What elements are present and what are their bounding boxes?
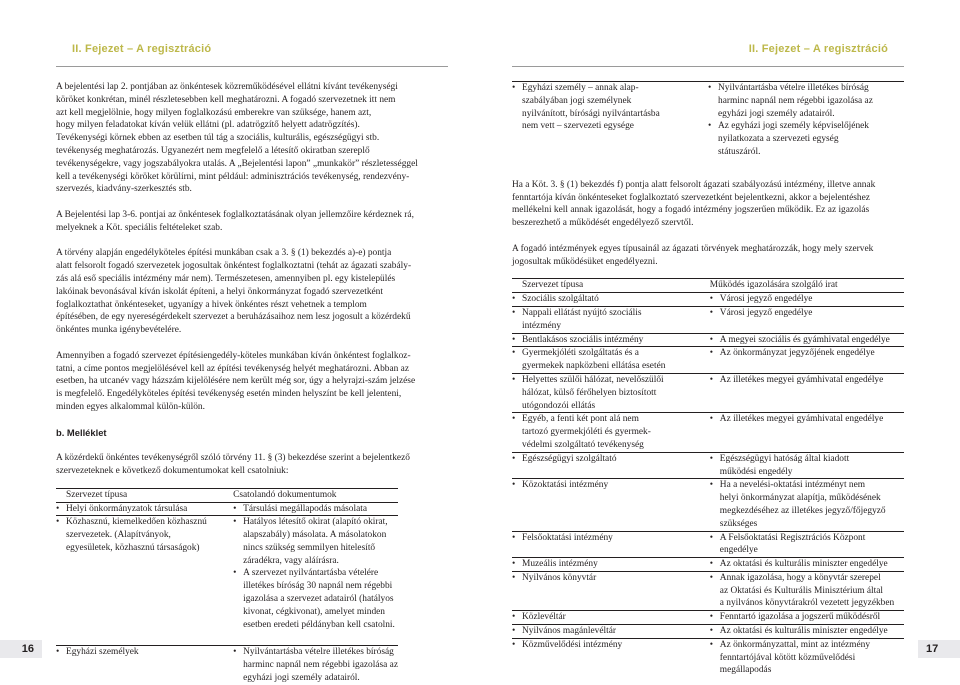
table-cell bbox=[56, 646, 233, 685]
cell-line: nyilatkozata a szervezeti egység bbox=[718, 134, 839, 145]
cell-line: esetben eredeti példányban kell csatolni. bbox=[243, 619, 395, 630]
cell-text bbox=[512, 293, 710, 306]
text-line: zás alá eső speciális intézmény már nem). Természetesen, amennyiben pl. egy kistelepülés bbox=[56, 273, 396, 284]
text-line: A közérdekű önkéntes tevékenységről szóló törvény 11. § (3) bekezdése szerint a bejelentkező bbox=[56, 453, 410, 464]
table-row bbox=[512, 333, 904, 347]
right-page-column bbox=[512, 81, 904, 677]
cell-line: • Nyilvántartásba vételre illetékes bíróság bbox=[718, 83, 869, 93]
page-number-left: 16 bbox=[0, 640, 42, 658]
table-cell bbox=[512, 531, 710, 558]
table-row bbox=[512, 413, 904, 452]
column-header: Szervezet típusa bbox=[56, 488, 233, 502]
cell-line: • Az oktatási és kulturális miniszter engedélye bbox=[719, 626, 888, 637]
cell-line: • A szervezet nyilvántartásba vételére bbox=[243, 568, 379, 579]
cell-text bbox=[710, 347, 904, 360]
cell-line: • Egyéb, a fenti két pont alá nem bbox=[522, 414, 639, 425]
cell-line: • Városi jegyző engedélye bbox=[719, 307, 813, 318]
cell-text bbox=[512, 611, 710, 624]
text-line: szervezeteknek e következő dokumentumokat kell csatolniuk: bbox=[56, 465, 289, 476]
text-line: A törvény alapján engedélyköteles építési munkában csak a 3. § (1) bekezdés a)-e) pontja bbox=[56, 248, 392, 259]
text-line: is megfelelő. Engedélyköteles építési tevékenység esetén minden helyszínt be kell jelenteni, bbox=[56, 389, 402, 400]
table-cell bbox=[56, 502, 233, 516]
cell-line: intézmény bbox=[522, 320, 562, 331]
cell-text bbox=[710, 532, 904, 558]
table-row bbox=[512, 638, 904, 677]
text-line: lakóinak bevonásával kíván iskolát építeni, a helyi önkormányzat fogadó szervezetként bbox=[56, 286, 383, 297]
table-cell bbox=[710, 558, 904, 572]
table-cell bbox=[710, 531, 904, 558]
paragraph-sector-institutions bbox=[512, 179, 904, 230]
cell-text bbox=[710, 625, 904, 638]
cell-text bbox=[512, 374, 710, 412]
cell-line: • Társulási megállapodás másolata bbox=[243, 503, 368, 514]
table-cell bbox=[512, 413, 710, 452]
document-item bbox=[233, 567, 398, 631]
cell-line: • Közművelődési intézmény bbox=[522, 639, 623, 650]
cell-line: • A Felsőoktatási Regisztrációs Központ bbox=[719, 532, 866, 543]
cell-line: záradékra, vagy aláírásra. bbox=[243, 555, 339, 566]
cell-line: fenntartójával kötött közművelődési bbox=[719, 652, 856, 663]
table-row bbox=[512, 293, 904, 307]
text-line: melyeknek a Köt. speciális feltételeket szab. bbox=[56, 222, 223, 233]
table-row bbox=[56, 646, 398, 685]
text-line: minden egyes alkalommal külön-külön. bbox=[56, 401, 205, 412]
cell-line: • Az illetékes megyei gyámhivatal engedélye bbox=[719, 414, 884, 425]
table-cell bbox=[710, 571, 904, 610]
column-header: Szervezet típusa bbox=[512, 279, 710, 293]
cell-line: az Oktatási és Kulturális Minisztérium által bbox=[719, 585, 884, 596]
cell-line: szervezetek. (Alapítványok, bbox=[66, 530, 171, 541]
text-line: tevékenység meghatározás. Ugyanezért nem megfelelő a létesítő okiratban szereplő bbox=[56, 145, 370, 156]
table-cell bbox=[512, 306, 710, 333]
cell-text bbox=[710, 639, 904, 677]
text-line: tatni, a címe pontos megjelölésével kell az építési tevékenység helyét meghatározni. Abban az bbox=[56, 363, 409, 374]
document-item bbox=[233, 646, 398, 684]
cell-line: egyházi jogi személy adatairól. bbox=[243, 673, 360, 684]
table-cell bbox=[710, 479, 904, 531]
cell-line: • Fenntartó igazolása a jogszerű működésről bbox=[719, 612, 881, 623]
header-rule-right bbox=[512, 66, 904, 67]
cell-line: • Gyermekjóléti szolgáltatás és a bbox=[522, 348, 639, 359]
text-line: azt kell megjelölnie, hogy milyen foglalkozású emberekre van szüksége, hanem azt, bbox=[56, 107, 372, 118]
cell-text bbox=[512, 453, 710, 466]
table-cell bbox=[710, 333, 904, 347]
table-cell bbox=[512, 479, 710, 531]
text-line: alatt felsorolt fogadó szervezetek jogosultak önkéntest foglalkoztatni (tehát az ágazati szabály- bbox=[56, 261, 412, 272]
attachments-table bbox=[56, 488, 398, 685]
cell-line: igazolása a szervezet adatairól (hatályos bbox=[243, 594, 394, 605]
cell-text bbox=[512, 479, 710, 492]
text-line: Tevékenységi körnek ebben az esetben túl tág a szociális, kulturális, egészségügyi stb. bbox=[56, 133, 380, 144]
cell-text bbox=[710, 374, 904, 387]
table-row bbox=[512, 558, 904, 572]
table-cell bbox=[710, 413, 904, 452]
table-row bbox=[512, 625, 904, 639]
cell-line: • Az oktatási és kulturális miniszter engedélye bbox=[719, 559, 888, 570]
cell-line: nem vett – szervezeti egysége bbox=[522, 121, 634, 132]
text-line: mellékelni kell annak igazolását, hogy a fogadó intézmény jogszerűen működik. Ez az igazolás bbox=[512, 205, 870, 216]
cell-text bbox=[512, 347, 710, 373]
cell-text bbox=[710, 413, 904, 426]
cell-line: • Egyházi személyek bbox=[66, 647, 139, 658]
table-cell bbox=[512, 293, 710, 307]
cell-line: harminc napnál nem régebbi igazolása az bbox=[718, 95, 873, 106]
cell-line: • Ha a nevelési-oktatási intézményt nem bbox=[719, 480, 866, 491]
table-cell bbox=[710, 306, 904, 333]
cell-line: • Hatályos létesítő okirat (alapító okirat, bbox=[243, 517, 388, 528]
page-number-right: 17 bbox=[918, 640, 960, 658]
cell-line: • Nyilvános magánlevéltár bbox=[522, 626, 616, 637]
cell-line: működési engedély bbox=[719, 466, 793, 477]
cell-line: • Az illetékes megyei gyámhivatal engedélye bbox=[719, 374, 884, 385]
table-row bbox=[56, 516, 398, 632]
cell-text bbox=[710, 334, 904, 347]
cell-line: • Egészségügyi hatóság által kiadott bbox=[719, 453, 850, 464]
table-cell bbox=[233, 516, 398, 632]
header-rule-left bbox=[56, 66, 448, 67]
church-entity-table bbox=[512, 81, 904, 159]
cell-line: • Egyházi személy – annak alap- bbox=[522, 83, 639, 93]
cell-text bbox=[512, 625, 710, 638]
table-cell bbox=[56, 516, 233, 632]
cell-line: • Közlevéltár bbox=[522, 612, 566, 623]
text-line: kell a tevékenységi köröket körülírni, mint például: adminisztrációs tevékenység, rendezvény- bbox=[56, 171, 410, 182]
running-header-left: II. Fejezet – A regisztráció bbox=[72, 43, 212, 55]
cell-text bbox=[710, 307, 904, 320]
table-cell bbox=[512, 347, 710, 374]
table-cell bbox=[233, 646, 398, 685]
table-cell bbox=[710, 293, 904, 307]
cell-line: engedélye bbox=[719, 545, 758, 556]
cell-line: • Városi jegyző engedélye bbox=[719, 294, 813, 305]
cell-line: a nyilvános könyvtárakról vezetett jegyzékben bbox=[719, 598, 895, 609]
table-row bbox=[512, 82, 904, 159]
cell-line: harminc napnál nem régebbi igazolása az bbox=[243, 660, 398, 671]
cell-line: utógondozói ellátás bbox=[522, 400, 596, 411]
table-cell bbox=[710, 452, 904, 479]
table-row bbox=[512, 479, 904, 531]
document-item bbox=[708, 120, 904, 158]
text-line: Ha a Köt. 3. § (1) bekezdés f) pontja alatt felsorolt ágazati szabályozású intézmény, illetve annak bbox=[512, 179, 876, 190]
table-cell bbox=[710, 347, 904, 374]
text-line: foglalkoztathat önkénteseket, ugyanígy a hivek önkéntes részt vehetnek a templom bbox=[56, 299, 367, 310]
text-line: önkéntes munka igénybevételére. bbox=[56, 325, 182, 336]
cell-line: egyházi jogi személy adatairól. bbox=[718, 108, 835, 119]
cell-line: • Közhasznú, kiemelkedően közhasznú bbox=[66, 517, 207, 528]
paragraph-activity-areas bbox=[56, 81, 446, 196]
operating-license-table bbox=[512, 278, 904, 677]
table-cell bbox=[512, 638, 710, 677]
cell-line: • Közoktatási intézmény bbox=[522, 480, 609, 491]
column-header: Csatolandó dokumentumok bbox=[233, 488, 398, 502]
document-item bbox=[233, 516, 398, 567]
cell-line: • Annak igazolása, hogy a könyvtár szerepel bbox=[719, 572, 881, 583]
text-line: tevékenységekre, vagy jogszabályokra utalás. A „Bejelentési lapon” „munkakör” részletességgel bbox=[56, 158, 418, 169]
cell-line: alapszabály) másolata. A másolatokon bbox=[243, 530, 387, 541]
cell-line: szükséges bbox=[719, 518, 758, 529]
cell-text bbox=[512, 558, 710, 571]
running-header-right: II. Fejezet – A regisztráció bbox=[748, 43, 888, 55]
table-cell bbox=[512, 611, 710, 625]
cell-text bbox=[710, 479, 904, 530]
table-row bbox=[512, 306, 904, 333]
table-cell bbox=[512, 333, 710, 347]
paragraph-licensing-bodies bbox=[512, 243, 904, 269]
cell-text bbox=[56, 503, 233, 516]
cell-line: • Nyilvános könyvtár bbox=[522, 572, 597, 583]
cell-line: • Muzeális intézmény bbox=[522, 559, 598, 570]
cell-line: gyermekek napközbeni ellátása esetén bbox=[522, 361, 666, 372]
table-row bbox=[512, 531, 904, 558]
table-row bbox=[512, 611, 904, 625]
cell-line: • Az önkormányzat jegyzőjének engedélye bbox=[719, 348, 875, 359]
table-row bbox=[56, 502, 398, 516]
cell-line: tartozó gyermekjóléti és gyermek- bbox=[522, 427, 651, 438]
table-cell bbox=[710, 373, 904, 412]
table-cell bbox=[512, 452, 710, 479]
cell-text bbox=[710, 453, 904, 479]
cell-text bbox=[512, 82, 708, 133]
text-line: beszerezhető a működését engedélyező szervtől. bbox=[512, 218, 694, 229]
paragraph-construction bbox=[56, 247, 446, 337]
text-line: A fogadó intézmények egyes típusainál az ágazati törvények meghatározzák, hogy mely szervek bbox=[512, 243, 874, 254]
cell-line: • Az önkormányzattal, mint az intézmény bbox=[719, 639, 871, 650]
paragraph-conditions bbox=[56, 209, 446, 235]
table-row bbox=[512, 347, 904, 374]
cell-line: • A megyei szociális és gyámhivatal engedélye bbox=[719, 334, 890, 345]
cell-text bbox=[56, 516, 233, 554]
cell-text bbox=[512, 413, 710, 451]
column-header: Működés igazolására szolgáló irat bbox=[710, 279, 904, 293]
cell-line: nincs szükség semmilyen hitelesítő bbox=[243, 542, 376, 553]
cell-text bbox=[710, 611, 904, 624]
table-header-row bbox=[56, 488, 398, 502]
cell-line: illetékes bíróság 30 napnál nem régebbi bbox=[243, 581, 393, 592]
table-cell bbox=[512, 82, 708, 159]
cell-line: • Az egyházi jogi személy képviselőjének bbox=[718, 121, 869, 132]
cell-line: nyilvánított, bírósági nyilvántartásba bbox=[522, 108, 660, 119]
cell-line: kivonat, cégkivonat), amelyet minden bbox=[243, 606, 385, 617]
text-line: A Bejelentési lap 3-6. pontjai az önkéntesek foglalkoztatásának olyan jellemzőire kérdeznek rá, bbox=[56, 209, 414, 220]
cell-line: megkezdéséhez az illetékes jegyző/főjegyző bbox=[719, 505, 886, 516]
table-cell bbox=[512, 558, 710, 572]
cell-line: • Helyi önkormányzatok társulása bbox=[66, 503, 188, 514]
text-line: A bejelentési lap 2. pontjában az önkéntesek közreműködésével ellátni kívánt tevékenységi bbox=[56, 82, 398, 92]
cell-line: státuszáról. bbox=[718, 146, 761, 157]
cell-text bbox=[710, 293, 904, 306]
table-row bbox=[512, 571, 904, 610]
paragraph-attachments bbox=[56, 452, 446, 478]
document-item bbox=[233, 503, 398, 516]
cell-line: • Helyettes szülői hálózat, nevelőszülői bbox=[522, 374, 664, 385]
table-cell bbox=[710, 625, 904, 639]
paragraph-construction-location bbox=[56, 350, 446, 414]
text-line: Amennyiben a fogadó szervezet építésiengedély-köteles munkában kíván önkéntest foglalkoz- bbox=[56, 350, 411, 361]
cell-line: • Felsőoktatási intézmény bbox=[522, 532, 613, 543]
section-heading-b: b. Melléklet bbox=[56, 426, 107, 438]
table-cell bbox=[710, 638, 904, 677]
table-cell bbox=[512, 373, 710, 412]
cell-line: • Szociális szolgáltató bbox=[522, 294, 599, 305]
text-line: hogy milyen feladatokat kíván velük ellátni (pl. adatrögzítő helyett adatrögzítés). bbox=[56, 120, 360, 131]
cell-text bbox=[512, 532, 710, 545]
table-cell bbox=[710, 611, 904, 625]
cell-line: • Egészségügyi szolgáltató bbox=[522, 453, 617, 464]
text-line: köröket konkrétan, minél részletesebben kell meghatározni. A fogadó szervezetnek itt nem bbox=[56, 94, 396, 105]
cell-line: helyi önkormányzat alapítja, működésének bbox=[719, 493, 881, 504]
cell-text bbox=[512, 307, 710, 333]
text-line: építésében, de egy nyereségérdekelt szervezet a beruházásaihoz nem lesz jogosult a közérdekű bbox=[56, 312, 411, 323]
cell-line: • Nyilvántartásba vételre illetékes bíróság bbox=[243, 647, 394, 658]
text-line: szervezés, kiadvány-szerkesztés stb. bbox=[56, 184, 192, 195]
cell-text bbox=[710, 558, 904, 571]
table-row bbox=[512, 452, 904, 479]
cell-line: hálózat, külső férőhelyen biztosított bbox=[522, 387, 657, 398]
table-cell bbox=[512, 571, 710, 610]
text-line: fenntartója kíván önkénteseket foglalkoztató szervezetként bejelentkezni, akkor a bejelentéshez bbox=[512, 192, 870, 203]
document-item bbox=[708, 82, 904, 120]
left-page-column bbox=[56, 81, 446, 685]
cell-text bbox=[512, 639, 710, 652]
cell-line: • Bentlakásos szociális intézmény bbox=[522, 334, 644, 345]
cell-line: szabályában jogi személynek bbox=[522, 95, 632, 106]
cell-line: megállapodás bbox=[719, 665, 772, 676]
text-line: jogosultak működésüket engedélyezni. bbox=[512, 256, 658, 267]
table-header-row bbox=[512, 279, 904, 293]
row-spacer bbox=[56, 631, 398, 646]
cell-text bbox=[512, 334, 710, 347]
table-row bbox=[512, 373, 904, 412]
cell-text bbox=[512, 572, 710, 585]
cell-line: egyesületek, közhasznú társaságok) bbox=[66, 542, 200, 553]
cell-text bbox=[56, 646, 233, 659]
cell-line: • Nappali ellátást nyújtó szociális bbox=[522, 307, 642, 318]
table-cell bbox=[708, 82, 904, 159]
table-cell bbox=[512, 625, 710, 639]
table-cell bbox=[233, 502, 398, 516]
text-line: esetben, ha utcanév vagy házszám kijelölésére nem került még sor, úgy a helyrajzi-szám jelzése bbox=[56, 376, 416, 387]
cell-text bbox=[710, 572, 904, 610]
cell-line: védelmi szolgáltató tevékenység bbox=[522, 439, 644, 450]
